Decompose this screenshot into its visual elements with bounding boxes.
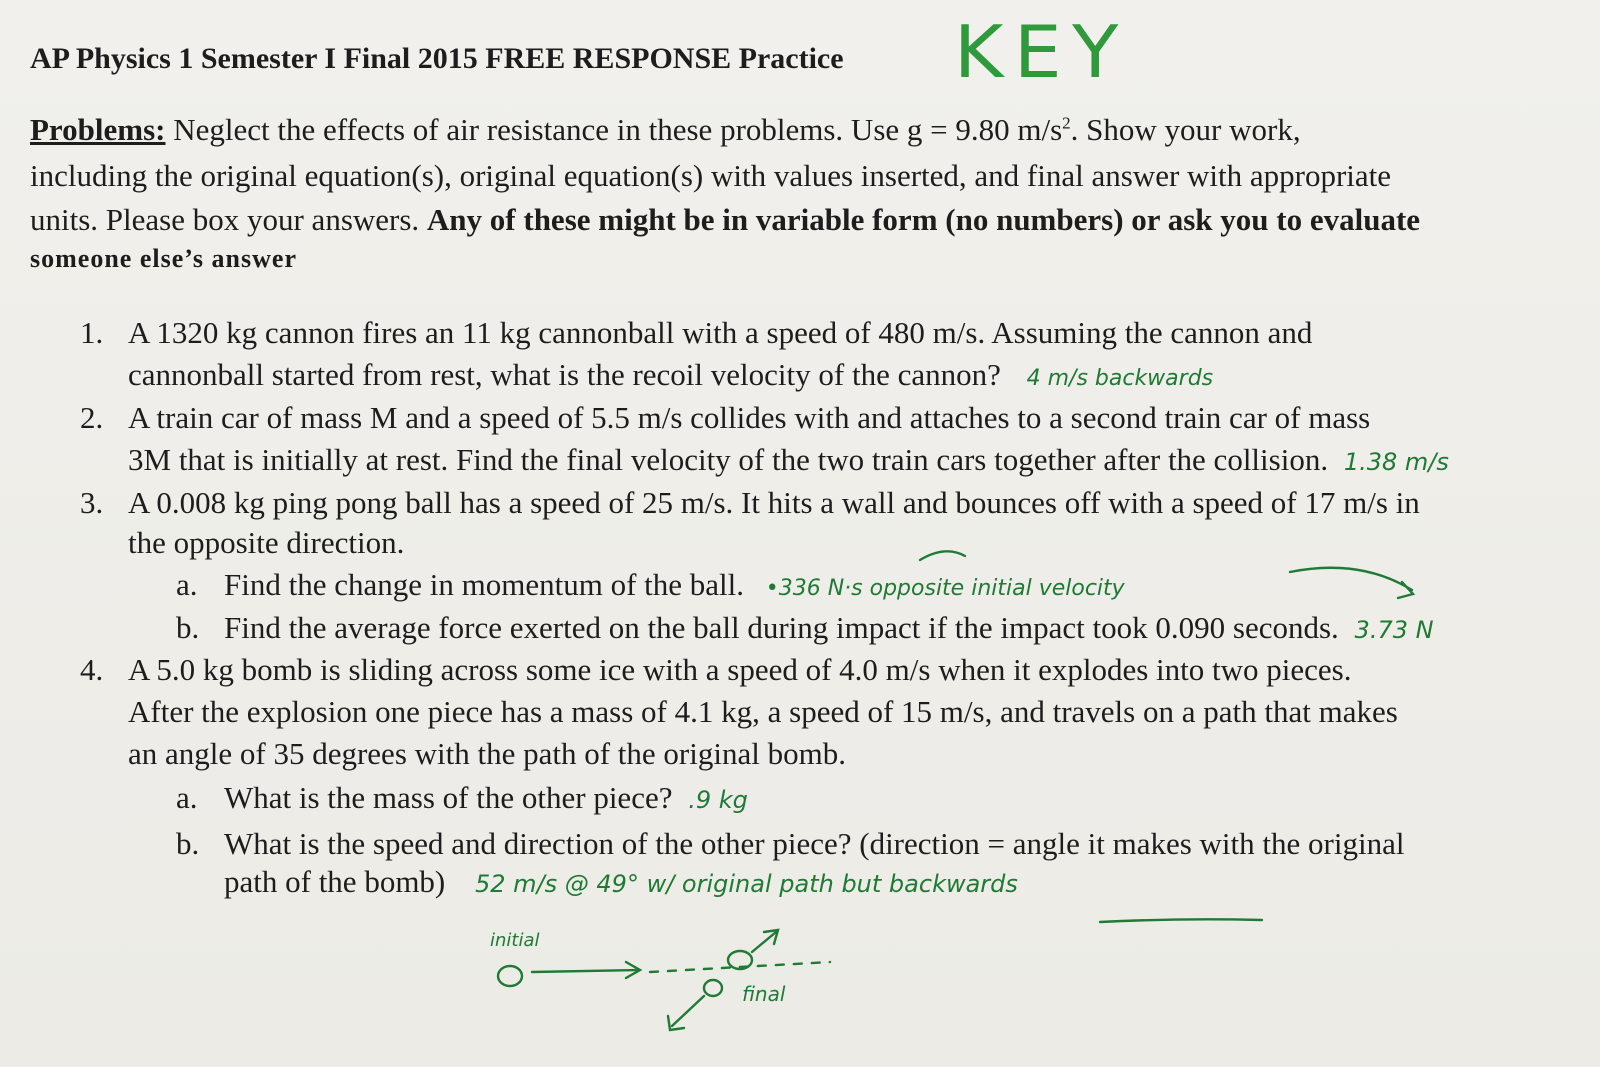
handwritten-answer: 52 m/s @ 49° w/ original path but backwards: [475, 870, 1018, 898]
problem-text: cannonball started from rest, what is the recoil velocity of the cannon?: [128, 357, 1001, 392]
part-text: path of the bomb): [224, 864, 446, 899]
problem-text: A 5.0 kg bomb is sliding across some ice with a speed of 4.0 m/s when it explodes into two pieces.: [128, 652, 1352, 687]
instructions-text-1-end: . Show your work,: [1070, 112, 1301, 147]
hook-mark: [920, 551, 965, 560]
dashed-path: [650, 962, 830, 972]
superscript-2: 2: [1062, 113, 1071, 133]
problem-text: A 1320 kg cannon fires an 11 kg cannonball with a speed of 480 m/s. Assuming the cannon and: [128, 315, 1313, 350]
piece-arrow-icon: [672, 996, 704, 1026]
piece-circle-icon: [704, 980, 722, 996]
part-label: b.: [176, 610, 200, 645]
part-text: Find the change in momentum of the ball.: [224, 567, 745, 602]
instructions-line-2: including the original equation(s), original equation(s) with values inserted, and final answer with appropriate: [30, 158, 1392, 193]
handwritten-answer: 3.73 N: [1354, 616, 1434, 644]
page-title: AP Physics 1 Semester I Final 2015 FREE RESPONSE Practice: [30, 42, 844, 75]
instructions-text-3: units. Please box your answers.: [30, 202, 427, 237]
problem-number: 2.: [80, 400, 104, 435]
part-text: What is the mass of the other piece?: [224, 780, 673, 815]
underline-mark: [1100, 919, 1262, 922]
handwritten-answer: 4 m/s backwards: [1026, 366, 1214, 391]
handwritten-answer: •336 N·s opposite initial velocity: [765, 576, 1125, 601]
problem-number: 1.: [80, 315, 104, 350]
part-label: a.: [176, 780, 198, 815]
answer-key-mark: KEY: [953, 10, 1129, 94]
curved-arrow-icon: [1290, 568, 1412, 590]
part-text: What is the speed and direction of the other piece? (direction = angle it makes with the original: [224, 826, 1405, 861]
problem-number: 4.: [80, 652, 104, 687]
handwritten-answer: .9 kg: [688, 786, 748, 814]
instructions-text-1: Neglect the effects of air resistance in these problems. Use g = 9.80 m/s: [165, 112, 1063, 147]
problem-4-line-2: After the explosion one piece has a mass of 4.1 kg, a speed of 15 m/s, and travels on a path that makes: [128, 694, 1398, 729]
piece-arrow-icon: [752, 932, 776, 952]
instructions-line-4: someone else’s answer: [30, 244, 297, 273]
part-label: b.: [176, 826, 200, 861]
problem-text: 3M that is initially at rest. Find the final velocity of the two train cars together after the collision.: [128, 442, 1329, 477]
diagram-label-initial: initial: [490, 930, 540, 951]
problem-4-line-3: an angle of 35 degrees with the path of the original bomb.: [128, 736, 846, 771]
diagram-label-final: final: [742, 982, 786, 1006]
initial-arrow-icon: [532, 970, 638, 972]
instructions-bold-3: Any of these might be in variable form (no numbers) or ask you to evaluate: [426, 202, 1421, 237]
handwritten-answer: 1.38 m/s: [1343, 448, 1449, 476]
problems-label: Problems:: [30, 112, 166, 147]
problem-text: A 0.008 kg ping pong ball has a speed of 25 m/s. It hits a wall and bounces off with a speed of 17 m/s in: [128, 485, 1420, 520]
problem-3-line-2: the opposite direction.: [128, 525, 405, 560]
initial-circle-icon: [498, 966, 522, 986]
part-label: a.: [176, 567, 198, 602]
problem-text: A train car of mass M and a speed of 5.5 m/s collides with and attaches to a second train car of mass: [128, 400, 1371, 435]
part-text: Find the average force exerted on the ball during impact if the impact took 0.090 seconds.: [224, 610, 1339, 645]
problem-number: 3.: [80, 485, 104, 520]
